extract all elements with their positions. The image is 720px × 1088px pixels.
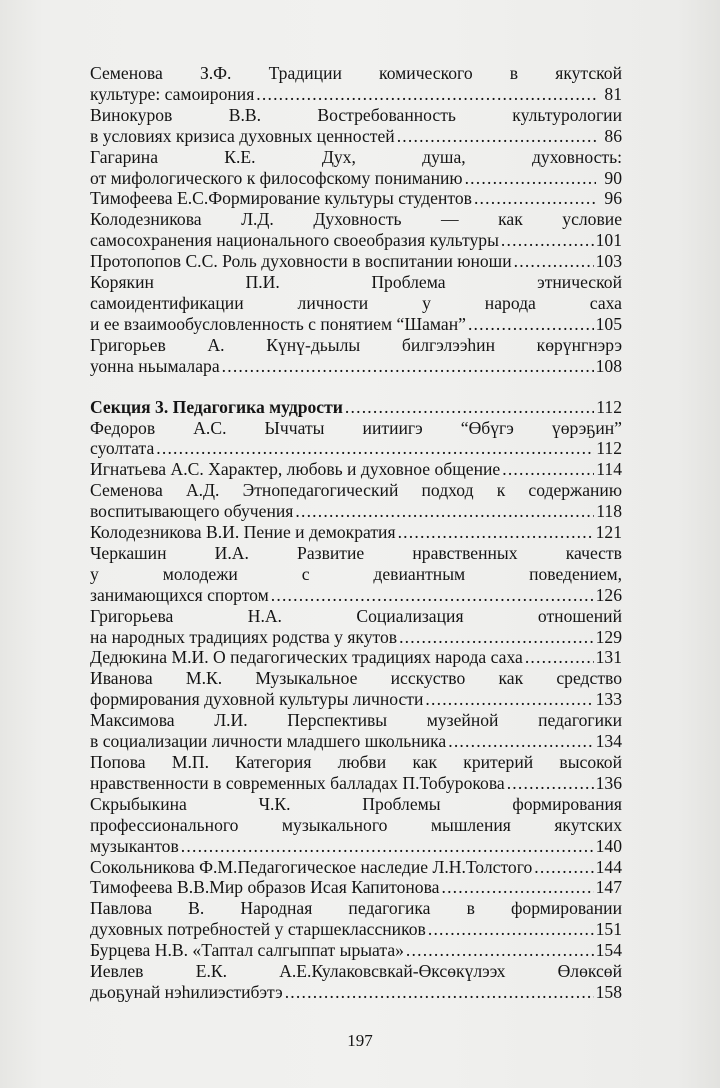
section-heading [90,397,622,418]
dot-leader [501,230,594,251]
toc-entry-line [90,606,622,627]
toc-entry-page: 105 [595,313,622,334]
toc-entry-text: воспитывающего обучения [90,501,294,522]
toc-entry-line [90,335,622,356]
section-title: Секция 3. Педагогика мудрости [90,396,343,417]
dot-leader [534,857,593,878]
toc-entry [90,710,622,752]
toc-entry-text: Павлова В. Народная педагогика в формировании [90,898,622,919]
section-page: 112 [596,396,622,417]
toc-entry-line [90,314,622,335]
toc-entry-page: 86 [604,125,622,146]
dot-leader [468,314,594,335]
toc-entry-page: 151 [595,919,622,940]
toc-entry-line [90,940,622,961]
toc-entry-text: Корякин П.И. Проблема этнической [90,272,622,293]
toc-entry-text: Колодезникова В.И. Пение и демократия [90,522,396,543]
toc-entry-line [90,668,622,689]
toc-entry-page: 136 [595,772,622,793]
toc-entry-text: Федоров А.С. Ыччаты иитиигэ “Өбүгэ үөрэҕин” [90,417,622,438]
toc-entry-page: 131 [595,647,622,668]
toc-entry-line [90,209,622,230]
toc-entry-line [90,105,622,126]
dot-leader [345,397,594,418]
toc-entry-text: Протопопов С.С. Роль духовности в воспитании юноши [90,251,512,272]
toc-entry-line [90,857,622,878]
toc-entry-line [90,418,622,439]
toc-entry-text: Бурцева Н.В. «Таптал салгыппат ырыата» [90,940,404,961]
toc-entry-text: от мифологического к философскому пониманию [90,167,463,188]
toc-entry-text: Тимофеева Е.С.Формирование культуры студентов [90,188,472,209]
toc-entry-line [90,731,622,752]
toc-entry-text: уонна ньымалара [90,355,220,376]
toc-entry-text: Сокольникова Ф.М.Педагогическое наследие Л.Н.Толстого [90,856,533,877]
toc-entry-line [90,877,622,898]
toc-entry-text: духовных потребностей у старшеклассников [90,919,426,940]
toc-entry-page: 129 [595,626,622,647]
toc-entry-line [90,84,622,105]
toc-entry-text: на народных традициях родства у якутов [90,626,398,647]
toc-entry [90,877,622,898]
page-number: 197 [347,1031,373,1050]
toc-entry-text: Семенова А.Д. Этнопедагогический подход к содержанию [90,480,622,501]
toc-entry-text: у молодежи с девиантным поведением, [90,563,622,584]
toc-entry [90,209,622,251]
dot-leader [285,982,594,1003]
dot-leader [525,647,594,668]
toc-entry [90,105,622,147]
toc-entry-line [90,564,622,585]
toc-entry-line [90,438,622,459]
dot-leader [156,438,594,459]
toc-entry-page: 126 [595,584,622,605]
toc-entry-text: культуре: самоирония [90,83,255,104]
toc-entry-page: 81 [604,83,622,104]
toc-entry-line [90,188,622,209]
toc-entry-page: 133 [595,689,622,710]
toc-entry-line [90,63,622,84]
toc-entry-text: профессионального музыкального мышления якутских [90,814,622,835]
toc-entry-text: дьоҕунай нэһилиэстибэтэ [90,981,283,1002]
toc-entry [90,898,622,940]
toc-entry-page: 114 [596,459,622,480]
toc-entry-line [90,919,622,940]
dot-leader [399,627,594,648]
toc-entry-text: Черкашин И.А. Развитие нравственных качеств [90,542,622,563]
toc-entry-text: Винокуров В.В. Востребованность культурологии [90,104,622,125]
toc-entry [90,668,622,710]
toc-entry-line [90,710,622,731]
toc-entry-line [90,543,622,564]
toc-entry-page: 103 [595,251,622,272]
toc-entry-line [90,356,622,377]
toc-entry [90,418,622,460]
dot-leader [425,689,593,710]
toc-entry [90,961,622,1003]
table-of-contents [90,63,622,1003]
dot-leader [474,188,596,209]
section-gap [90,377,622,397]
toc-entry [90,857,622,878]
toc-entry [90,480,622,522]
toc-entry-line [90,982,622,1003]
toc-entry-line [90,230,622,251]
toc-entry [90,188,622,209]
toc-entry-line [90,898,622,919]
toc-entry [90,251,622,272]
toc-entry [90,63,622,105]
toc-entry-text: Игнатьева А.С. Характер, любовь и духовное общение [90,459,501,480]
dot-leader [295,501,594,522]
toc-entry [90,543,622,606]
toc-entry-page: 158 [595,981,622,1002]
toc-entry-text: Гагарина К.Е. Дух, душа, духовность: [90,146,622,167]
toc-entry-line [90,272,622,293]
dot-leader [398,522,594,543]
dot-leader [181,836,594,857]
dot-leader [428,919,594,940]
toc-entry-page: 101 [595,230,622,251]
toc-entry-line [90,293,622,314]
dot-leader [502,459,594,480]
toc-entry [90,459,622,480]
toc-entry-text: Иванова М.К. Музыкальное исскуство как средство [90,668,622,689]
toc-entry-page: 108 [595,355,622,376]
dot-leader [465,168,596,189]
toc-entry-page: 134 [595,731,622,752]
dot-leader [222,356,594,377]
toc-entry-text: занимающихся спортом [90,584,269,605]
toc-entry-line [90,794,622,815]
toc-entry-text: Григорьева Н.А. Социализация отношений [90,605,622,626]
toc-entry-text: Максимова Л.И. Перспективы музейной педагогики [90,710,622,731]
toc-entry-page: 154 [595,940,622,961]
toc-entry-text: Семенова З.Ф. Традиции комического в якутской [90,63,622,83]
toc-entry [90,752,622,794]
toc-entry-text: в условиях кризиса духовных ценностей [90,125,395,146]
toc-entry-page: 118 [596,501,622,522]
dot-leader [507,773,594,794]
toc-entry-page: 140 [595,835,622,856]
toc-entry-page: 121 [595,522,622,543]
toc-entry-text: Попова М.П. Категория любви как критерий высокой [90,752,622,772]
toc-entry-line [90,815,622,836]
toc-entry [90,940,622,961]
toc-entry-text: Тимофеева В.В.Мир образов Исая Капитонова [90,877,440,898]
toc-entry [90,606,622,648]
dot-leader [514,251,594,272]
toc-entry-line [90,961,622,982]
toc-entry-text: Иевлев Е.К. А.Е.Кулаковсвкай-Өксөкүлээх Өлөксөй [90,961,622,982]
toc-entry-line [90,251,622,272]
toc-entry [90,522,622,543]
dot-leader [256,84,596,105]
toc-entry-line [90,627,622,648]
toc-entry-line [90,752,622,773]
toc-entry-line [90,836,622,857]
dot-leader [441,877,593,898]
toc-entry-line [90,585,622,606]
dot-leader [271,585,594,606]
toc-entry-line [90,647,622,668]
toc-entry-text: самосохранения национального своеобразия культуры [90,230,499,251]
toc-entry-page: 90 [604,167,622,188]
toc-entry-line [90,480,622,501]
toc-entry-text: нравственности в современных балладах П.Тобурокова [90,772,505,793]
toc-entry-line [90,126,622,147]
toc-entry-line [90,147,622,168]
toc-part-2 [90,418,622,1003]
toc-part-1 [90,63,622,377]
toc-entry-line [90,168,622,189]
toc-entry-text: Скрыбыкина Ч.К. Проблемы формирования [90,793,622,814]
toc-entry-text: самоидентификации личности у народа саха [90,292,622,313]
toc-entry-text: музыкантов [90,835,179,856]
toc-entry [90,147,622,189]
toc-entry-page: 144 [595,856,622,877]
dot-leader [406,940,594,961]
toc-entry-line [90,689,622,710]
dot-leader [448,731,593,752]
toc-entry-text: Григорьев А. Күнү-дьылы билгэлээһин көрүнгнэрэ [90,334,622,355]
toc-entry-page: 147 [595,877,622,898]
toc-entry-page: 112 [596,438,622,459]
toc-entry-text: и ее взаимообусловленность с понятием “Шаман” [90,313,466,334]
toc-entry [90,794,622,857]
toc-entry-text: в социализации личности младшего школьника [90,731,447,752]
dot-leader [397,126,596,147]
toc-entry [90,647,622,668]
toc-entry-line [90,459,622,480]
toc-entry-text: Колодезникова Л.Д. Духовность — как условие [90,209,622,230]
toc-entry [90,272,622,335]
toc-entry-line [90,773,622,794]
toc-entry-text: формирования духовной культуры личности [90,689,424,710]
toc-entry [90,335,622,377]
toc-entry-line [90,522,622,543]
toc-entry-text: суолтата [90,438,155,459]
toc-entry-line [90,501,622,522]
toc-entry-page: 96 [604,188,622,209]
toc-entry-text: Дедюкина М.И. О педагогических традициях народа саха [90,647,523,668]
